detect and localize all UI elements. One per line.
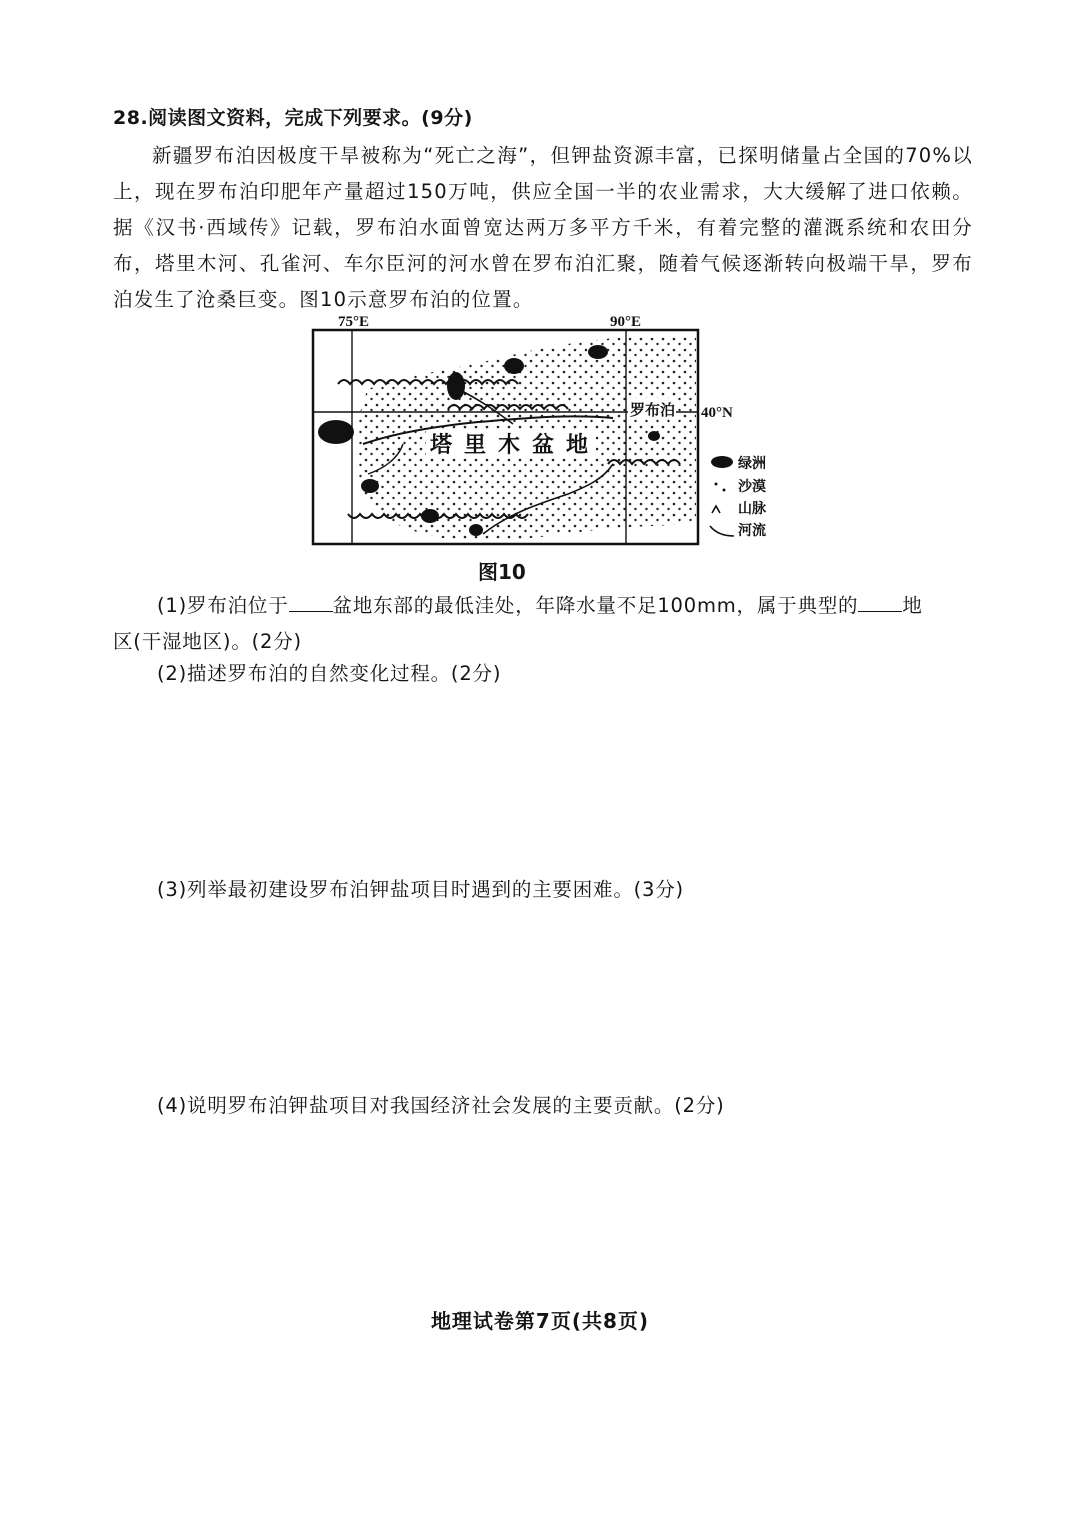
subquestion-3-text: (3)列举最初建设罗布泊钾盐项目时遇到的主要困难。(3分) — [157, 878, 684, 901]
subquestion-1-part1: (1)罗布泊位于 — [157, 594, 289, 617]
legend-label-oasis: 绿洲 — [738, 456, 766, 472]
subquestion-1-line1 — [113, 588, 973, 624]
passage-text: 新疆罗布泊因极度干旱被称为“死亡之海”，但钾盐资源丰富，已探明储量占全国的70%以上，现在罗布泊印肥年产量超过150万吨，供应全国一半的农业需求，大大缓解了进口依赖。据《汉书·西域传》记载，罗布泊水面曾宽达两万多平方千米，有着完整的灌溉系统和农田分布，塔里木河、孔雀河、车尔臣河的河水曾在罗布泊汇聚，随着气候逐渐转向极端干旱，罗布泊发生了沧桑巨变。图10示意罗布泊的位置。 — [113, 144, 973, 311]
oasis-icon — [711, 456, 733, 468]
oasis-kashgar — [318, 420, 354, 444]
figure-caption: 图10 — [478, 560, 526, 584]
subquestion-1 — [113, 588, 973, 660]
subquestion-1-part3: 地 — [902, 594, 923, 617]
desert-icon — [715, 483, 726, 492]
lop-nur-location-map — [308, 314, 798, 550]
map-legend — [710, 455, 767, 539]
legend-label-desert: 沙漠 — [738, 479, 766, 495]
lat-label-40n: 40°N — [701, 405, 733, 421]
question-title: 28.阅读图文资料，完成下列要求。(9分) — [113, 107, 473, 129]
subquestion-1-part2: 盆地东部的最低洼处，年降水量不足100mm，属于典型的 — [332, 594, 859, 617]
passage — [113, 138, 973, 318]
subquestion-2 — [113, 656, 973, 692]
oasis-yarkand — [361, 479, 379, 493]
legend-label-mountain: 山脉 — [738, 501, 766, 517]
subquestion-4-text: (4)说明罗布泊钾盐项目对我国经济社会发展的主要贡献。(2分) — [157, 1094, 725, 1117]
oasis-turpan — [588, 345, 608, 359]
subquestion-3 — [113, 872, 973, 908]
lake-label: 罗布泊 — [630, 401, 676, 419]
oasis-qiemo — [469, 524, 483, 536]
basin-label: 塔里木盆地 — [430, 433, 601, 458]
oasis-lop — [648, 431, 660, 441]
oasis-korla — [504, 358, 524, 374]
river-icon — [710, 526, 734, 536]
subquestion-4 — [113, 1088, 973, 1124]
mountain-icon — [712, 506, 720, 513]
answer-blank-2[interactable] — [858, 593, 902, 612]
legend-label-river: 河流 — [738, 523, 766, 539]
lon-label-90e: 90°E — [610, 314, 642, 330]
oasis-hotan — [421, 509, 439, 523]
subquestion-1-line2: 区(干湿地区)。(2分) — [113, 630, 302, 653]
subquestion-2-text: (2)描述罗布泊的自然变化过程。(2分) — [157, 662, 502, 685]
oasis-aksu — [447, 372, 465, 400]
page-footer: 地理试卷第7页(共8页) — [430, 1309, 650, 1333]
lon-label-75e: 75°E — [338, 314, 370, 330]
answer-blank-1[interactable] — [289, 593, 333, 612]
